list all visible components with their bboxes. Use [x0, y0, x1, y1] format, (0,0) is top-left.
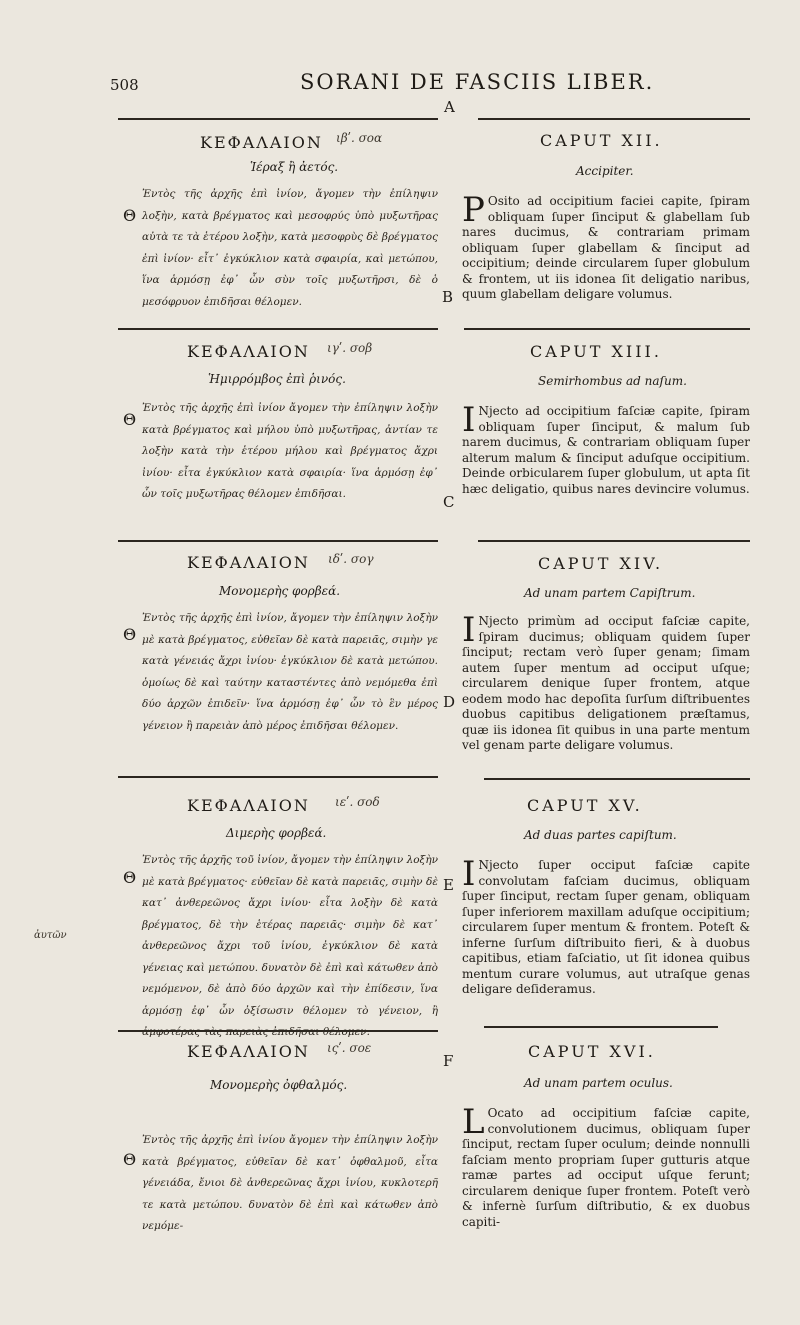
drop-cap-initial: L — [462, 1102, 485, 1142]
greek-chapter-number: ιεʹ. σοδ — [335, 795, 380, 809]
latin-chapter-text: Njecto ad occipitium faſciæ capite, ſpiram obliquam ſuper ſinciput, & malum ſub narem ducimus, & contrariam obliquam ſuper alterum malum & ſinciput aduſque occipitium. Deinde orbicularem ſuper globulum, ut apta ſit hæc deligatio, quibus nares devincire volumus. — [462, 404, 750, 496]
theta-mark: Θ — [123, 410, 137, 429]
latin-chapter-heading: CAPUT XV. — [527, 796, 643, 815]
margin-letter-f: F — [443, 1052, 454, 1070]
drop-cap-initial: I — [462, 610, 476, 650]
greek-chapter-subtitle: Μονομερὴς φορβεά. — [219, 584, 341, 598]
drop-cap-initial: I — [462, 854, 476, 894]
latin-chapter-text: Njecto primùm ad occiput faſciæ capite, ſpiram ducimus; obliquam quidem ſuper ſinciput; rectam verò ſuper genam; ſimam autem ſuper mentum ad occiput uſque; circularem denique ſuper frontem, atque eodem modo hac depoſita ſurſum diſtribuentes duobus capitibus deligationem præſtamus, quæ iis idonea ſit quibus in una parte mentum vel genam parte deligare volumus. — [462, 614, 750, 752]
greek-chapter-heading: ΚΕΦΑΛΑΙΟΝ — [187, 553, 310, 572]
theta-mark: Θ — [123, 1150, 137, 1169]
latin-rule-2 — [464, 328, 750, 330]
greek-chapter-body: Ἐντὸς τῆς ἀρχῆς ἐπὶ ἰνίον ἄγομεν τὴν ἐπίληψιν λοξὴν κατὰ βρέγματος καὶ μήλου ὑπὸ μυξωτῆρας, ἀντίαν τε λοξὴν κατὰ τὴν ἑτέρου μήλου καὶ βρέγματος ἄχρι ἰνίου· εἶτα ἐγκύκλιον κατὰ σφαιρία· ἵνα ἁρμόσῃ ἐφ᾽ ὧν τοῖς μυξωτῆρας θέλομεν ἐπιδῆσαι. — [142, 402, 438, 500]
latin-chapter-body — [462, 854, 750, 1018]
greek-chapter-body: Ἐντὸς τῆς ἀρχῆς ἐπὶ ἰνίου ἄγομεν τὴν ἐπίληψιν λοξὴν κατὰ βρέγματος, εὐθεῖαν δὲ κατ᾽ ὀφθαλμοῦ, εἶτα γένειάδα, ἔνιοι δὲ ἀνθερεῶνας ἄχρι ἰνίου, κυκλοτερῆ τε κατὰ μετώπου. δυνατὸν δὲ ἐπὶ καὶ κάτωθεν ἀπὸ νεμόμε- — [142, 1134, 438, 1232]
latin-chapter-body — [462, 400, 750, 522]
running-head — [0, 70, 800, 100]
greek-rule-4 — [118, 776, 438, 778]
greek-chapter-number: ιγʹ. σοβ — [327, 341, 373, 355]
margin-letter-e: E — [443, 876, 454, 894]
margin-letter-b: B — [442, 288, 454, 306]
latin-chapter-text: Ocato ad occipitium faſciæ capite, convolutionem ducimus, obliquam ſuper ſinciput, rectam ſuper oculum; deinde nonnulli faſciam mento propriam ſuper gutturis atque ramæ partes ad occiput uſque ferunt; circularem denique ſuper frontem. Poteſt verò & infernè ſurſum diſtributio, & ex duobus capiti- — [462, 1106, 750, 1229]
margin-letter-a: A — [444, 98, 455, 116]
latin-chapter-subtitle: Ad unam partem Capiſtrum. — [524, 586, 696, 600]
greek-chapter-number: ιςʹ. σοε — [327, 1041, 372, 1055]
latin-chapter-body — [462, 1102, 750, 1232]
greek-chapter-subtitle: Ἱέραξ ἢ ἀετός. — [250, 160, 339, 174]
latin-chapter-text: Njecto ſuper occiput faſciæ capite convolutam faſciam ducimus, obliquam ſuper ſinciput, rectam ſuper genam, obliquam ſuper inferiorem maxillam aduſque occipitium; circularem ſuper mentum & frontem. Poteſt & inferne ſurſum diſtribuito fieri, & à duobus capitibus, etiam faſciatio, ut ſit idonea quibus mentum curare volumus, aut utraſque genas deligare deſideramus. — [462, 858, 750, 996]
latin-chapter-subtitle: Accipiter. — [576, 164, 634, 178]
latin-chapter-heading: CAPUT XIII. — [530, 342, 662, 361]
greek-chapter-subtitle: Μονομερὴς ὀφθαλμός. — [210, 1078, 348, 1092]
greek-chapter-number: ιδʹ. σογ — [328, 552, 374, 566]
theta-mark: Θ — [123, 868, 137, 887]
greek-chapter-number: ιβʹ. σοα — [336, 131, 383, 145]
greek-chapter-body: Ἐντὸς τῆς ἀρχῆς τοῦ ἰνίον, ἄγομεν τὴν ἐπίληψιν λοξὴν μὲ κατὰ βρέγματος· εὐθεῖαν δὲ κατὰ παρειᾶς, σιμὴν δὲ κατ᾽ ἀνθερεῶνος ἄχρι ἰνίου· εἶτα λοξὴν δὲ κατὰ βρέγματος, δὲ τὴν ἑτέρας παρειᾶς· σιμὴν δὲ κατ᾽ ἀνθερεῶνος ἄχρι τοῦ ἰνίου, ἐγκύκλιον δὲ κατὰ γένειας καὶ μετώπου. δυνατὸν δὲ ἐπὶ καὶ κάτωθεν ἀπὸ νεμόμενον, δὲ ἀπὸ δύο ἀρχῶν καὶ τὴν ἐπίδεσιν, ἵνα ἁρμόσῃ ἐφ᾽ ὧν ὀξίσωσιν θέλομεν τὸ γένειον, ἢ ἀμφοτέρας τὰς παρειὰς ἐπιδῆσαι θέλομεν. — [142, 854, 438, 1038]
running-title: SORANI DE FASCIIS LIBER. — [300, 70, 655, 94]
latin-chapter-heading: CAPUT XIV. — [538, 554, 664, 573]
greek-chapter-subtitle: Διμερὴς φορβεά. — [226, 826, 327, 840]
greek-chapter-body: Ἐντὸς τῆς ἀρχῆς ἐπὶ ἰνίον, ἄγομεν τὴν ἐπίληψιν λοξὴν μὲ κατὰ βρέγματος, εὐθεῖαν δὲ κατὰ παρειᾶς, σιμὴν γε κατὰ γένειάς ἄχρι ἰνίου· ἐγκύκλιον δὲ κατὰ μετώπου. ὁμοίως δὲ καὶ ταύτην καταστέντες ἀπὸ νεμόμεθα ἐπὶ δύο ἀρχῶν ἐπιδεῖν· ἵνα ἁρμόσῃ ἐφ᾽ ὧν τὸ ἓν μέρος γένειον ἢ παρειὰν ἀπὸ μέρος ἐπιδῆσαι θέλομεν. — [142, 612, 438, 732]
greek-chapter-heading: ΚΕΦΑΛΑΙΟΝ — [187, 796, 310, 815]
margin-letter-d: D — [443, 693, 456, 711]
drop-cap-initial: P — [462, 190, 485, 230]
latin-chapter-text: Osito ad occipitium faciei capite, ſpiram obliquam ſuper ſinciput & glabellam ſub nares ducimus, & contrariam primam obliquam ſuper glabellam & ſinciput ad occipitium; deinde circularem ſuper globulum & frontem, ut iis idonea ſit deligatio naribus, quum glabellam deligare volumus. — [462, 194, 750, 301]
greek-chapter-heading: ΚΕΦΑΛΑΙΟΝ — [200, 133, 323, 152]
drop-cap-initial: I — [462, 400, 476, 440]
latin-chapter-subtitle: Semirhombus ad naſum. — [538, 374, 687, 388]
margin-letter-c: C — [443, 493, 455, 511]
greek-chapter-heading: ΚΕΦΑΛΑΙΟΝ — [187, 342, 310, 361]
greek-rule-5 — [118, 1030, 438, 1032]
theta-mark: Θ — [123, 206, 137, 225]
greek-chapter-subtitle: Ἡμιρρόμβος ἐπὶ ῥινός. — [208, 372, 346, 386]
latin-chapter-body — [462, 610, 750, 770]
theta-mark: Θ — [123, 625, 137, 644]
latin-chapter-heading: CAPUT XVI. — [528, 1042, 656, 1061]
greek-chapter-body: Ἐντὸς τῆς ἀρχῆς ἐπὶ ἰνίον, ἄγομεν τὴν ἐπίληψιν λοξὴν, κατὰ βρέγματος καὶ μεσοφρύς ὑπὸ μυξωτῆρας αὐτὰ τε τὰ ἑτέρου λοξὴν, κατὰ μεσοφρὺς δὲ βρέγματος ἐπὶ ἰνίον· εἶτ᾽ ἐγκύκλιον κατὰ σφαιρία, καὶ μετώπου, ἵνα ἁρμόσῃ ἐφ᾽ ὧν σὺν τοῖς μυξωτῆρσι, δὲ ὁ μεσόφρυον ἐπιδῆσαι θέλομεν. — [142, 188, 438, 308]
margin-note: ἀυτῶν — [34, 930, 67, 941]
latin-rule-3 — [478, 540, 750, 542]
greek-rule-3 — [118, 540, 438, 542]
latin-rule-1 — [478, 118, 750, 120]
greek-chapter-heading: ΚΕΦΑΛΑΙΟΝ — [187, 1042, 310, 1061]
latin-chapter-subtitle: Ad unam partem oculus. — [524, 1076, 673, 1090]
greek-rule-2 — [118, 328, 438, 330]
greek-rule-1 — [118, 118, 438, 120]
latin-chapter-heading: CAPUT XII. — [540, 131, 663, 150]
latin-chapter-body — [462, 190, 750, 322]
latin-chapter-subtitle: Ad duas partes capiſtum. — [524, 828, 677, 842]
page-number: 508 — [110, 76, 139, 94]
latin-rule-4 — [484, 778, 750, 780]
latin-rule-5 — [484, 1026, 718, 1028]
